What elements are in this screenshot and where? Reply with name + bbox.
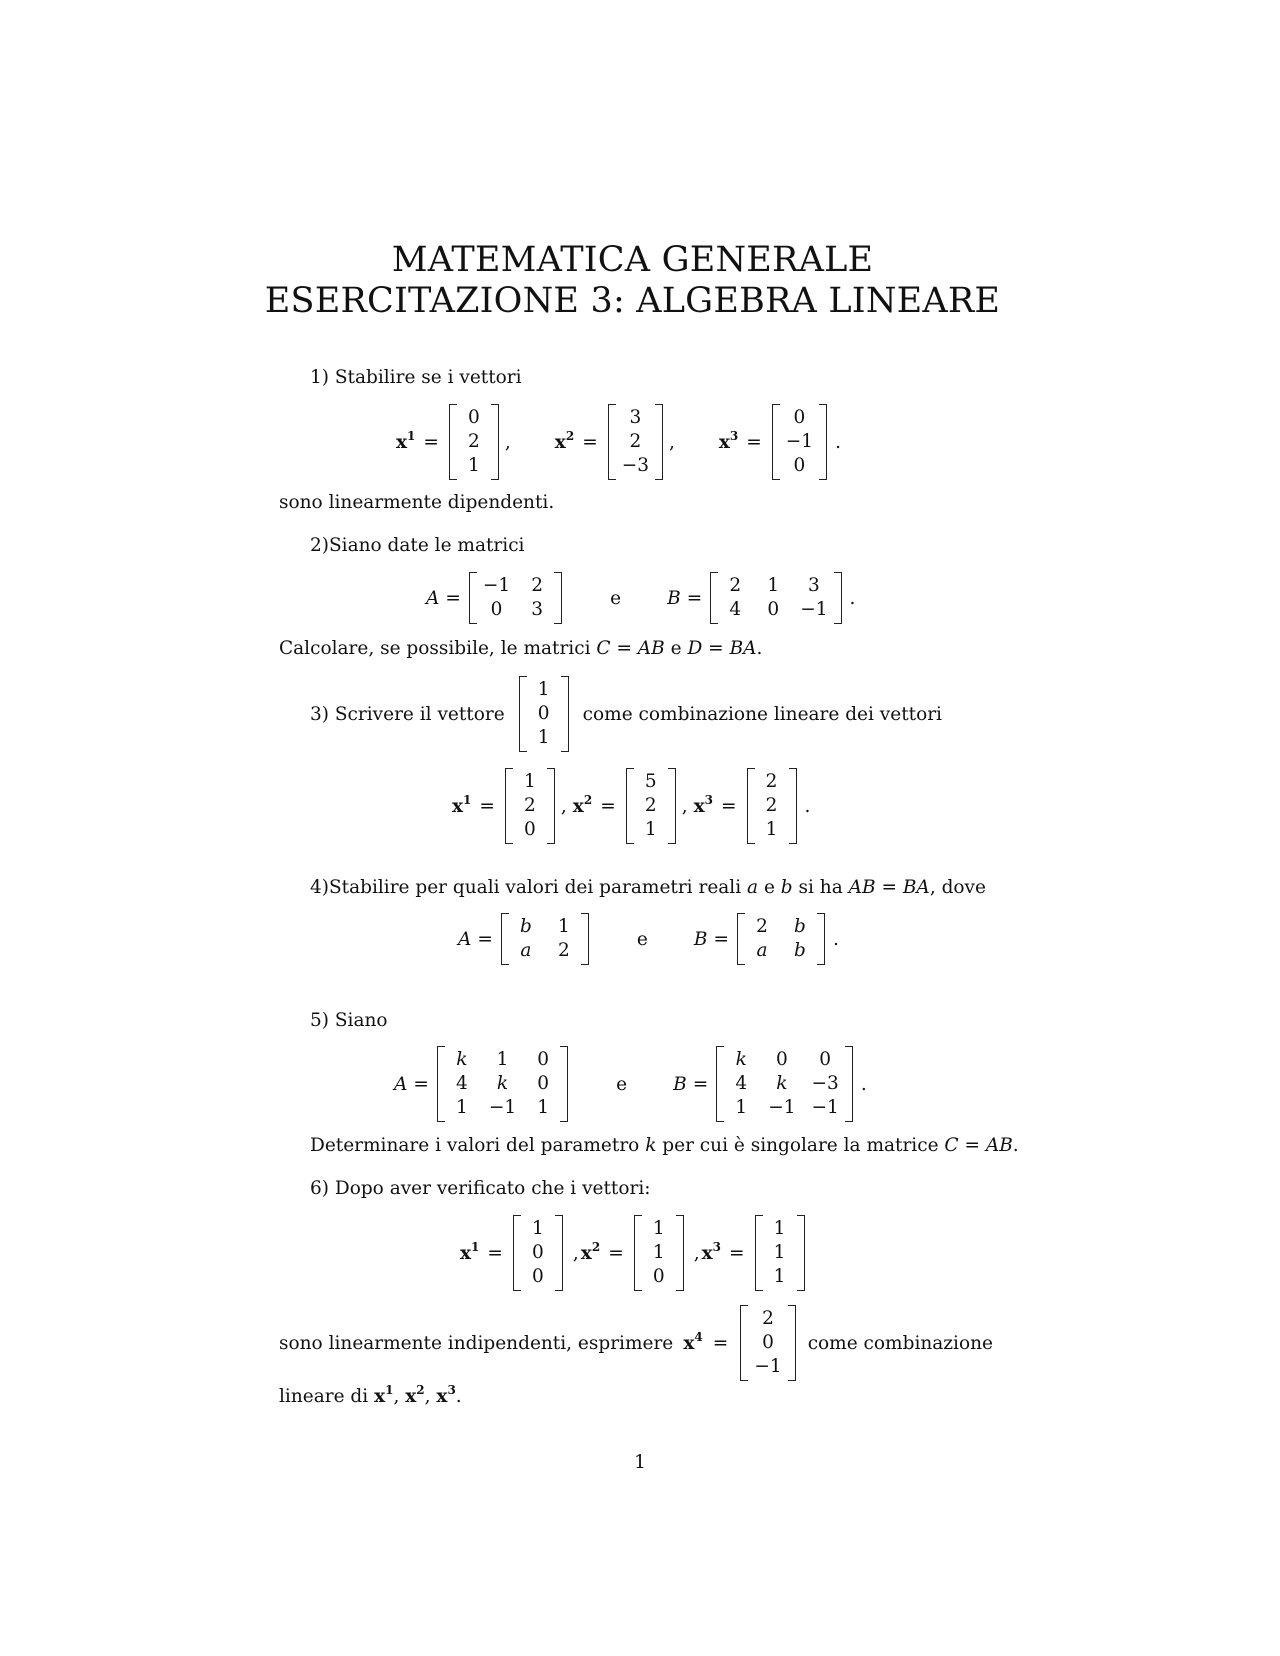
matrix-entry: 0	[532, 1242, 544, 1263]
matrix-entry: 1	[644, 819, 657, 840]
matrix-entry: 0	[793, 455, 806, 476]
left-bracket	[634, 1215, 642, 1291]
right-bracket	[788, 1305, 796, 1381]
left-bracket	[469, 572, 477, 624]
matrix-entry: a	[520, 940, 532, 961]
matrix-entry: 2	[729, 575, 742, 596]
matrix-entry: 0	[537, 1049, 550, 1070]
right-bracket	[834, 572, 842, 624]
matrix-entry: 1	[767, 575, 780, 596]
right-bracket	[491, 404, 499, 480]
matrix-entry: 4	[735, 1073, 748, 1094]
ex3-v1-vector	[505, 768, 555, 844]
matrix-entry: 1	[773, 1218, 786, 1239]
ex6-vectors: $x^1$ = 1 0 0 , $x^2$ = 1 1 0 , $x^3$ = 1 1 1	[460, 1215, 807, 1291]
matrix-entry: 0	[762, 1332, 774, 1353]
left-bracket	[501, 913, 509, 965]
matrix-entry: 2	[558, 940, 570, 961]
matrix-entry: a	[756, 940, 768, 961]
ex6-v2-vector	[634, 1215, 684, 1291]
ex6-v1-vector	[513, 1215, 563, 1291]
matrix-entry: 2	[524, 795, 536, 816]
ex2-matrix-b	[710, 572, 841, 624]
ex5-matrix-a	[437, 1046, 568, 1122]
matrix-entry: −1	[811, 1097, 839, 1118]
ex3-vectors: $x^1$ = 1 2 0 , $x^2$ = 5 2 1 , $x^3$ = 2 2 1 .	[452, 768, 810, 844]
left-bracket	[755, 1215, 763, 1291]
right-bracket	[676, 1215, 684, 1291]
left-bracket	[772, 404, 780, 480]
matrix-entry: 2	[765, 795, 778, 816]
matrix-entry: 2	[756, 916, 768, 937]
matrix-entry: 0	[793, 407, 806, 428]
ex2-matrices: A = −1 2 0 3 e B = 2 1 3 4 0 −1 .	[426, 572, 855, 624]
matrix-entry: 1	[537, 679, 550, 700]
right-bracket	[668, 768, 676, 844]
matrix-entry: 5	[644, 771, 657, 792]
right-bracket	[561, 676, 569, 752]
matrix-entry: k	[496, 1073, 509, 1094]
left-bracket	[747, 768, 755, 844]
title-line-2: ESERCITAZIONE 3: ALGEBRA LINEARE	[264, 281, 1001, 321]
ex2-matrix-a	[469, 572, 562, 624]
ex4-matrix-a	[501, 913, 589, 965]
matrix-entry: −1	[800, 599, 828, 620]
matrix-entry: 3	[629, 407, 642, 428]
x2-label: $x^2$	[554, 428, 575, 453]
matrix-entry: 1	[558, 916, 570, 937]
right-bracket	[789, 768, 797, 844]
matrix-entry: 1	[773, 1242, 786, 1263]
ex5-intro: 5) Siano	[310, 1010, 388, 1031]
matrix-entry: 1	[532, 1218, 544, 1239]
x3-label: $x^3$	[718, 428, 739, 453]
ex6-v3-vector	[755, 1215, 805, 1291]
ex5-matrix-b	[716, 1046, 853, 1122]
ex1-outro: sono linearmente dipendenti.	[279, 492, 555, 513]
ex6-last-line: lineare di $x^1$, $x^2$, $x^3$.	[279, 1383, 462, 1407]
matrix-entry: 1	[537, 1097, 550, 1118]
ex2-question: Calcolare, se possibile, le matrici C = AB e D = BA.	[279, 638, 763, 659]
matrix-entry: b	[794, 916, 806, 937]
left-bracket	[626, 768, 634, 844]
right-bracket	[555, 1215, 563, 1291]
ex1-intro: 1) Stabilire se i vettori	[310, 367, 522, 388]
matrix-entry: 2	[762, 1308, 774, 1329]
ex1-v3-vector	[772, 404, 827, 480]
matrix-entry: −3	[811, 1073, 839, 1094]
ex2-intro: 2)Siano date le matrici	[310, 535, 525, 556]
matrix-entry: 2	[629, 431, 642, 452]
left-bracket	[513, 1215, 521, 1291]
ex3-target-vector	[519, 676, 569, 752]
matrix-entry: 0	[537, 1073, 550, 1094]
matrix-entry: −1	[785, 431, 814, 452]
ex5-matrices: A = k 1 0 4 k 0 1 −1 1 e B = k 0 0 4 k −3 1 −1 −1 .	[394, 1046, 867, 1122]
matrix-entry: k	[456, 1049, 468, 1070]
matrix-entry: 2	[531, 575, 544, 596]
ex4-matrices: A = b 1 a 2 e B = 2 b a b .	[458, 913, 839, 965]
matrix-entry: 0	[532, 1266, 544, 1287]
page-number: 1	[634, 1452, 646, 1473]
right-bracket	[554, 572, 562, 624]
ex3-intro: 3) Scrivere il vettore 1 0 1 come combinazione lineare dei vettori	[310, 676, 942, 752]
right-bracket	[845, 1046, 853, 1122]
matrix-entry: b	[519, 916, 532, 937]
ex1-vectors: $x^1$ = 0 2 1 , $x^2$ = 3 2 −3 , $x^3$ = 0 −1 0 .	[396, 404, 841, 480]
matrix-entry: −1	[768, 1097, 796, 1118]
matrix-entry: 1	[456, 1097, 468, 1118]
right-bracket	[581, 913, 589, 965]
left-bracket	[519, 676, 527, 752]
left-bracket	[740, 1305, 748, 1381]
matrix-entry: 1	[735, 1097, 748, 1118]
right-bracket	[797, 1215, 805, 1291]
matrix-entry: 1	[765, 819, 778, 840]
left-bracket	[449, 404, 457, 480]
matrix-entry: 0	[652, 1266, 665, 1287]
matrix-entry: 1	[496, 1049, 509, 1070]
matrix-entry: b	[794, 940, 806, 961]
ex6-express-line: sono linearmente indipendenti, esprimere $x^4$ = 2 0 −1 come combinazione	[279, 1305, 993, 1381]
matrix-entry: 3	[808, 575, 820, 596]
left-bracket	[437, 1046, 445, 1122]
right-bracket	[655, 404, 663, 480]
matrix-entry: 0	[819, 1049, 832, 1070]
matrix-entry: −1	[482, 575, 511, 596]
matrix-entry: 1	[468, 455, 480, 476]
matrix-entry: 2	[644, 795, 657, 816]
right-bracket	[819, 404, 827, 480]
title-line-1: MATEMATICA GENERALE	[391, 240, 874, 280]
x1-label: $x^1$	[396, 428, 416, 453]
right-bracket	[560, 1046, 568, 1122]
matrix-entry: 1	[537, 727, 550, 748]
ex6-intro: 6) Dopo aver verificato che i vettori:	[310, 1178, 651, 1199]
matrix-entry: 4	[729, 599, 742, 620]
matrix-entry: −1	[754, 1356, 782, 1377]
matrix-entry: −3	[621, 455, 649, 476]
ex4-intro: 4)Stabilire per quali valori dei parametri reali a e b si ha AB = BA, dove	[310, 877, 986, 898]
matrix-entry: 3	[531, 599, 544, 620]
matrix-entry: 0	[537, 703, 550, 724]
matrix-entry: 1	[524, 771, 536, 792]
matrix-entry: 1	[773, 1266, 786, 1287]
ex6-v4-vector	[740, 1305, 795, 1381]
matrix-entry: 2	[765, 771, 778, 792]
matrix-entry: 0	[468, 407, 480, 428]
matrix-entry: 2	[468, 431, 480, 452]
right-bracket	[817, 913, 825, 965]
right-bracket	[547, 768, 555, 844]
left-bracket	[716, 1046, 724, 1122]
matrix-entry: 1	[652, 1242, 665, 1263]
matrix-entry: 1	[652, 1218, 665, 1239]
ex4-matrix-b	[737, 913, 825, 965]
ex5-question: Determinare i valori del parametro k per cui è singolare la matrice C = AB.	[310, 1135, 1019, 1156]
ex3-v2-vector	[626, 768, 676, 844]
left-bracket	[710, 572, 718, 624]
matrix-entry: k	[735, 1049, 747, 1070]
matrix-entry: 0	[524, 819, 536, 840]
ex1-v2-vector	[608, 404, 663, 480]
matrix-entry: 0	[490, 599, 503, 620]
left-bracket	[737, 913, 745, 965]
matrix-entry: 4	[456, 1073, 468, 1094]
ex1-v1-vector	[449, 404, 499, 480]
ex3-v3-vector	[747, 768, 797, 844]
left-bracket	[505, 768, 513, 844]
left-bracket	[608, 404, 616, 480]
matrix-entry: k	[776, 1073, 788, 1094]
matrix-entry: 0	[776, 1049, 788, 1070]
matrix-entry: 0	[767, 599, 780, 620]
matrix-entry: −1	[488, 1097, 517, 1118]
